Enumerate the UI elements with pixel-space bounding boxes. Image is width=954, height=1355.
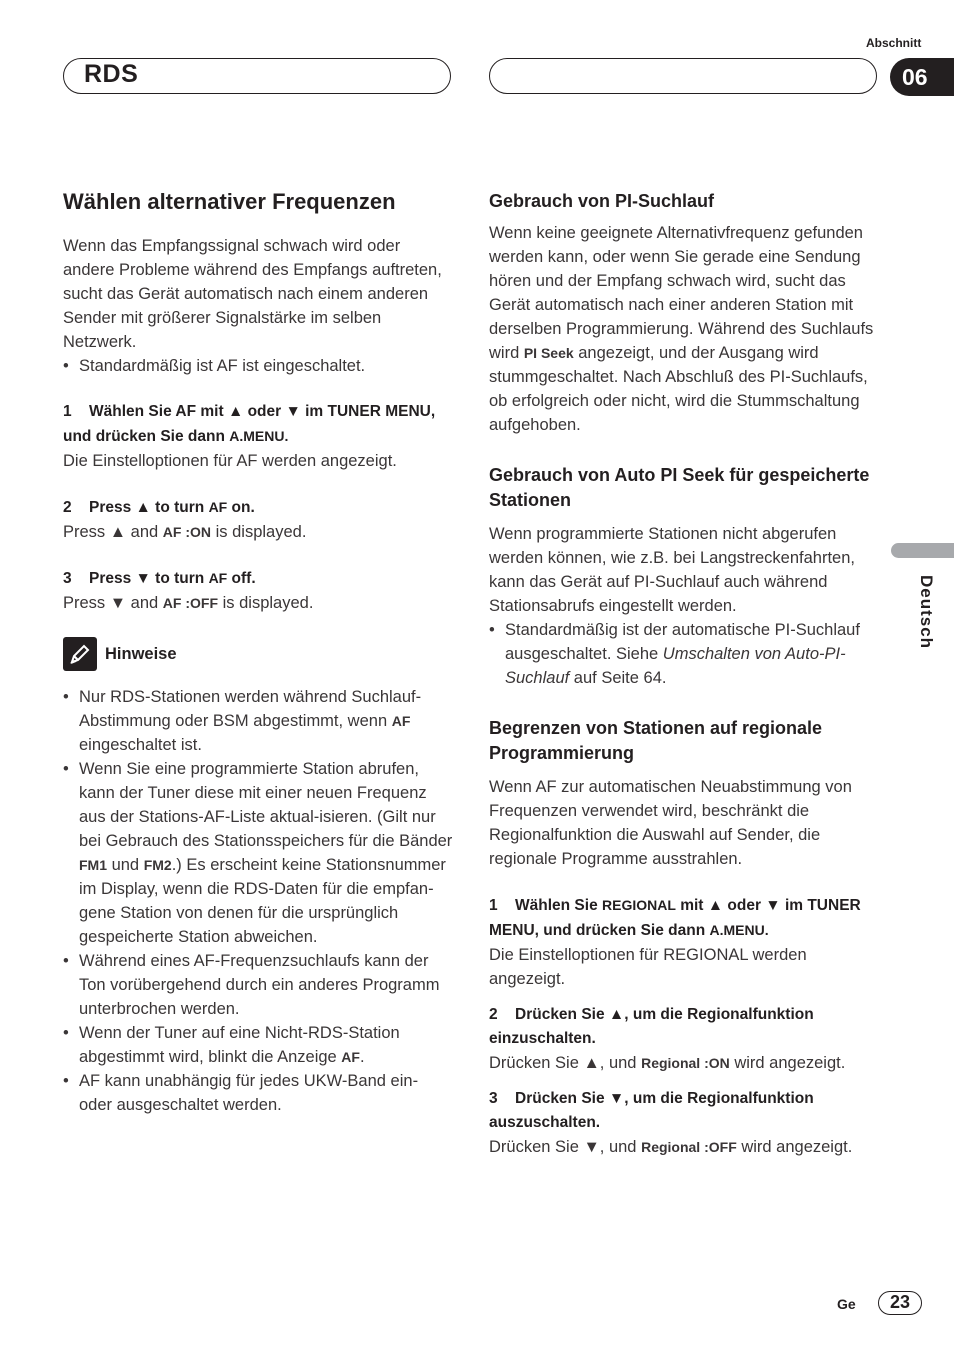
- step-display-text: A.MENU.: [709, 922, 769, 938]
- step-display-text: REGIONAL: [602, 897, 676, 913]
- step-display-text: A.MENU.: [229, 428, 289, 444]
- step-text: Press ▼ to turn: [89, 570, 209, 587]
- body-text: Standardmäßig ist der automatische PI-Suchlauf ausgeschaltet. Siehe: [505, 621, 860, 663]
- regional-step-3: [489, 1087, 877, 1135]
- page-title: RDS: [84, 60, 139, 88]
- display-readout: AF :ON: [162, 524, 212, 540]
- body-text: auf Seite 64.: [569, 669, 667, 687]
- auto-pi-heading: Gebrauch von Auto PI Seek für gespeicherte Stationen: [489, 465, 870, 510]
- note-item: • Während eines AF-Frequenzsuchlaufs kann der Ton vorübergehend durch ein anderes Programm unterbrochen werden.: [63, 949, 453, 1021]
- notes-label: Hinweise: [105, 644, 177, 663]
- af-intro-bullet: • Standardmäßig ist AF ist eingeschaltet.: [63, 354, 453, 378]
- notes-list: [63, 685, 453, 1117]
- display-readout: PI Seek: [523, 345, 574, 361]
- step-text: Wählen Sie: [515, 897, 602, 914]
- pencil-note-icon: [63, 637, 97, 671]
- note-item: [63, 1021, 453, 1069]
- desc-text: is displayed.: [211, 523, 307, 541]
- step-number: 2: [63, 499, 72, 516]
- right-column: [489, 189, 877, 1159]
- af-step-3: [63, 566, 453, 591]
- display-readout: AF: [341, 1049, 360, 1065]
- desc-text: wird angezeigt.: [729, 1054, 846, 1072]
- pi-text: [489, 221, 877, 437]
- section-label: Abschnitt: [866, 36, 922, 50]
- note-item: [63, 685, 453, 757]
- note-text: Wenn Sie eine programmierte Station abrufen, kann der Tuner diese mit einer neuen Frequenz aus der Stations-AF-Liste aktual-isieren. (Gilt nur bei Gebrauch des Stationsspeichers für die Bänder: [79, 760, 453, 850]
- cross-reference: Umschalten von Auto-PI-Suchlauf: [505, 645, 846, 687]
- regional-step-1: [489, 893, 877, 943]
- step-display-text: AF: [208, 570, 228, 586]
- step-display-text: AF: [208, 499, 228, 515]
- step-number: 2: [489, 1006, 498, 1023]
- note-text: Nur RDS-Stationen werden während Suchlauf-Abstimmung oder BSM abgestimmt, wenn: [79, 688, 422, 730]
- note-text: und: [107, 856, 144, 874]
- step-text: on.: [227, 499, 255, 516]
- step-text: off.: [227, 570, 256, 587]
- step-number: 3: [63, 570, 72, 587]
- notes-header: [63, 637, 453, 671]
- regional-step-3-desc: [489, 1135, 877, 1159]
- display-readout: Regional :OFF: [641, 1139, 737, 1155]
- note-text: Wenn der Tuner auf eine Nicht-RDS-Station abgestimmt wird, blinkt die Anzeige: [79, 1024, 400, 1066]
- auto-pi-text: Wenn programmierte Stationen nicht abgerufen werden können, wie z.B. bei Langstreckenfahrten, kann das Gerät auf PI-Suchlauf auch während Stationsabrufs eingestellt werden.: [489, 525, 855, 615]
- note-text: eingeschaltet ist.: [79, 736, 202, 754]
- display-readout: FM2: [143, 857, 172, 873]
- desc-text: is displayed.: [218, 594, 314, 612]
- step-text: Drücken Sie ▼, um die Regionalfunktion auszuschalten.: [489, 1090, 814, 1131]
- pi-heading: Gebrauch von PI-Suchlauf: [489, 191, 715, 211]
- af-step-2: [63, 495, 453, 520]
- note-text: .: [359, 1048, 365, 1066]
- step-text: Drücken Sie ▲, um die Regionalfunktion einzuschalten.: [489, 1006, 814, 1047]
- display-readout: Regional :ON: [641, 1055, 730, 1071]
- desc-text: Press ▼ and: [63, 594, 163, 612]
- left-column: [63, 188, 453, 1117]
- language-tab-label: Deutsch: [917, 575, 936, 650]
- body-text: Wenn keine geeignete Alternativfrequenz gefunden werden kann, oder wenn Sie gerade eine Sendung hören und der Empfang schwach wird, sucht das Gerät automatisch nach einer anderen Station mit derselben Programmierung. Während des Suchlaufs wird: [489, 224, 874, 362]
- af-step-3-desc: [63, 591, 453, 615]
- step-number: 1: [63, 403, 72, 420]
- step-text: Press ▲ to turn: [89, 499, 209, 516]
- desc-text: Drücken Sie ▲, und: [489, 1054, 642, 1072]
- af-intro: Wenn das Empfangssignal schwach wird oder andere Probleme während des Empfangs auftreten, sucht das Gerät automatisch nach einem anderen Sender mit größerer Signalstärke im selben Netzwerk.: [63, 237, 442, 351]
- note-item: • AF kann unabhängig für jedes UKW-Band ein- oder ausgeschaltet werden.: [63, 1069, 453, 1117]
- af-step-1-desc: Die Einstelloptionen für AF werden angezeigt.: [63, 452, 397, 470]
- step-number: 3: [489, 1090, 498, 1107]
- auto-pi-bullet: [489, 618, 877, 690]
- display-readout: AF :OFF: [162, 595, 219, 611]
- regional-step-2-desc: [489, 1051, 877, 1075]
- regional-text: Wenn AF zur automatischen Neuabstimmung von Frequenzen verwendet wird, beschränkt die Regionalfunktion die Auswahl auf Sender, die regionale Programme ausstrahlen.: [489, 778, 852, 868]
- display-readout: AF: [391, 713, 411, 729]
- note-item: [63, 757, 453, 949]
- body-text: angezeigt, und der Ausgang wird stummgeschaltet. Nach Abschluß des PI-Suchlaufs, ob erfolgreich oder nicht, wird die Stummschaltung aufgehoben.: [489, 344, 868, 434]
- desc-text: wird angezeigt.: [736, 1138, 853, 1156]
- language-tab-bar: [891, 543, 954, 558]
- regional-heading: Begrenzen von Stationen auf regionale Programmierung: [489, 718, 823, 763]
- desc-text: Drücken Sie ▼, und: [489, 1138, 642, 1156]
- af-step-2-desc: [63, 520, 453, 544]
- footer-language-code: Ge: [837, 1296, 856, 1312]
- step-text: mit ▲ oder ▼ im TUNER MENU, und drücken Sie dann: [489, 897, 861, 939]
- display-readout: FM1: [79, 857, 107, 873]
- regional-step-2: [489, 1003, 877, 1051]
- header-blank-box: [489, 58, 877, 94]
- step-number: 1: [489, 897, 498, 914]
- regional-step-1-desc: Die Einstelloptionen für REGIONAL werden angezeigt.: [489, 946, 807, 988]
- page-number: 23: [878, 1291, 922, 1315]
- note-text: .) Es erscheint keine Stationsnummer im Display, wenn die RDS-Daten für die empfan-gene Station von denen für die ursprünglich gespeicherte Station abweichen.: [79, 856, 446, 946]
- step-text: Wählen Sie AF mit ▲ oder ▼ im TUNER MENU, und drücken Sie dann: [63, 403, 436, 445]
- section-number-badge: 06: [890, 58, 954, 96]
- desc-text: Press ▲ and: [63, 523, 163, 541]
- section-heading-af: Wählen alternativer Frequenzen: [63, 189, 396, 214]
- af-step-1: [63, 400, 453, 449]
